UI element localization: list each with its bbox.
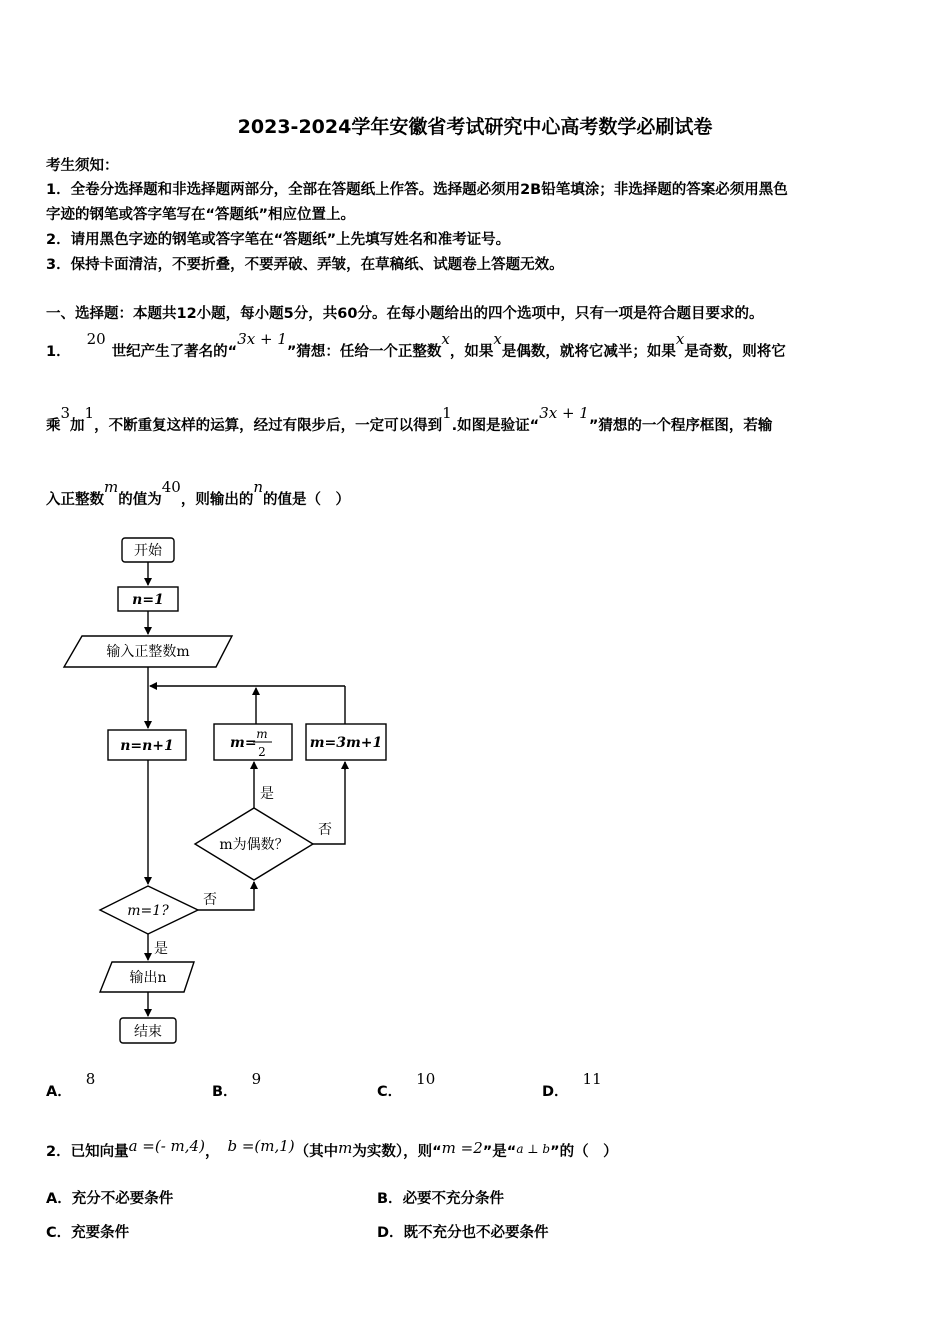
q1-math-40: 40: [161, 478, 181, 496]
q1-line2-a: 乘: [46, 418, 61, 434]
flow-yes1: 是: [260, 786, 274, 802]
q2-option-d-text: 既不充分也不必要条件: [403, 1225, 549, 1241]
q1-line2-b: 加: [70, 418, 85, 434]
q2-vector-a: a =(- m,4): [128, 1137, 205, 1155]
q1-option-d[interactable]: [542, 1070, 602, 1101]
flow-init-text: n=1: [132, 592, 164, 608]
q1-option-a-label: A．: [46, 1084, 72, 1100]
q2-option-c-text: 充要条件: [71, 1225, 130, 1241]
q2-option-c-label: C．: [46, 1225, 72, 1241]
q1-math-x: x: [441, 330, 450, 348]
q1-math-1: 1: [84, 404, 95, 422]
q2-number: 2．已知向量: [46, 1144, 129, 1160]
q1-math-1b: 1: [442, 404, 452, 422]
q2-math-m: m: [338, 1139, 353, 1157]
q1-line3-d: 的值是（ ）: [263, 492, 350, 508]
q1-math-x-3: x: [675, 330, 685, 348]
section-heading: 一、选择题：本题共12小题，每小题5分，共60分。在每小题给出的四个选项中，只有一项是符合题目要求的。: [46, 306, 764, 322]
q2-option-a-label: A．: [46, 1191, 72, 1207]
q1-number: 1．: [46, 344, 71, 360]
q1-math-m: m: [104, 478, 119, 496]
flow-inc-text: n=n+1: [120, 738, 174, 754]
q1-text-2: ”猜想：任给一个正整数: [286, 344, 442, 360]
q1-text-5: 是奇数，则将它: [684, 344, 786, 360]
flow-end-text: 结束: [134, 1024, 162, 1040]
q2-text-2: 为实数），则“: [352, 1144, 442, 1160]
q1-option-a-value: 8: [85, 1070, 96, 1088]
q2-option-a-text: 充分不必要条件: [71, 1191, 174, 1207]
flow-even-text: m为偶数？: [219, 837, 289, 853]
notice-item-1-cont: 字迹的钢笔或答字笔写在“答题纸”相应位置上。: [46, 207, 356, 223]
q2-option-b-text: 必要不充分条件: [402, 1191, 505, 1207]
q1-math-n: n: [253, 478, 263, 496]
notice-heading: 考生须知：: [46, 158, 119, 174]
q1-text-4: 是偶数，就将它减半；如果: [501, 344, 676, 360]
flow-no2: 否: [203, 892, 217, 908]
q2-text-4: ”的（ ）: [550, 1144, 618, 1160]
q2-sep: ，: [204, 1144, 220, 1160]
q1-option-a[interactable]: [46, 1070, 96, 1101]
q2-option-b-label: B．: [377, 1191, 403, 1207]
q1-option-b-label: B．: [212, 1084, 238, 1100]
q2-option-b[interactable]: [377, 1187, 504, 1208]
q2-text-3: ”是“: [482, 1144, 517, 1160]
q2-option-c[interactable]: [46, 1221, 129, 1242]
q1-math-20: 20: [86, 330, 106, 348]
q1-line3-b: 的值为: [118, 492, 162, 508]
q1-option-d-label: D．: [542, 1084, 569, 1100]
q2-condition: m =2: [441, 1139, 483, 1157]
q2-perp: a ⊥ b: [516, 1142, 551, 1156]
notice-item-3: 3．保持卡面清洁，不要折叠，不要弄破、弄皱，在草稿纸、试题卷上答题无效。: [46, 257, 564, 273]
q1-math-3x1b: 3x + 1: [539, 404, 589, 422]
flow-no1: 否: [318, 822, 332, 838]
q1-line2-c: ，不断重复这样的运算，经过有限步后，一定可以得到: [94, 418, 443, 434]
q1-option-c-label: C．: [377, 1084, 403, 1100]
q2-text-1: （其中: [294, 1144, 339, 1160]
q1-line3-c: ，则输出的: [180, 492, 254, 508]
q1-text-1: 世纪产生了著名的“: [111, 344, 238, 360]
q1-line2-d: .如图是验证“: [451, 418, 540, 434]
notice-item-2: 2．请用黑色字迹的钢笔或答字笔在“答题纸”上先填写姓名和准考证号。: [46, 232, 511, 248]
q2-vector-b: b =(m,1): [227, 1137, 295, 1155]
flow-half-lhs: m=: [230, 735, 257, 751]
q1-option-d-value: 11: [582, 1070, 602, 1088]
flow-input-text: 输入正整数m: [106, 644, 190, 660]
q1-line2-e: ”猜想的一个程序框图，若输: [588, 418, 773, 434]
q1-option-c[interactable]: [377, 1070, 436, 1101]
q1-option-b[interactable]: [212, 1070, 262, 1101]
q2-stem: [46, 1137, 618, 1161]
q1-option-c-value: 10: [416, 1070, 436, 1088]
q2-option-a[interactable]: [46, 1187, 173, 1208]
page-title: 2023-2024学年安徽省考试研究中心高考数学必刷试卷: [237, 116, 713, 138]
q2-option-d-label: D．: [377, 1225, 404, 1241]
q1-text-3: ，如果: [449, 344, 494, 360]
q1-line3-a: 入正整数: [46, 492, 104, 508]
q1-math-x-2: x: [493, 330, 502, 348]
flow-half-num: m: [256, 727, 268, 741]
notice-item-1: 1．全卷分选择题和非选择题两部分，全部在答题纸上作答。选择题必须用2B铅笔填涂；非选择题的答案必须用黑色: [46, 182, 788, 198]
flow-eq1-text: m=1?: [127, 903, 169, 919]
q1-option-b-value: 9: [251, 1070, 262, 1088]
flow-half-den: 2: [258, 745, 266, 759]
q1-math-3: 3: [60, 404, 71, 422]
q1-math-3x1: 3x + 1: [237, 330, 287, 348]
flow-triple-text: m=3m+1: [309, 735, 383, 751]
flow-yes2: 是: [154, 941, 168, 957]
flow-output-text: 输出n: [129, 970, 167, 986]
q2-option-d[interactable]: [377, 1221, 549, 1242]
flow-start-text: 开始: [134, 543, 162, 559]
